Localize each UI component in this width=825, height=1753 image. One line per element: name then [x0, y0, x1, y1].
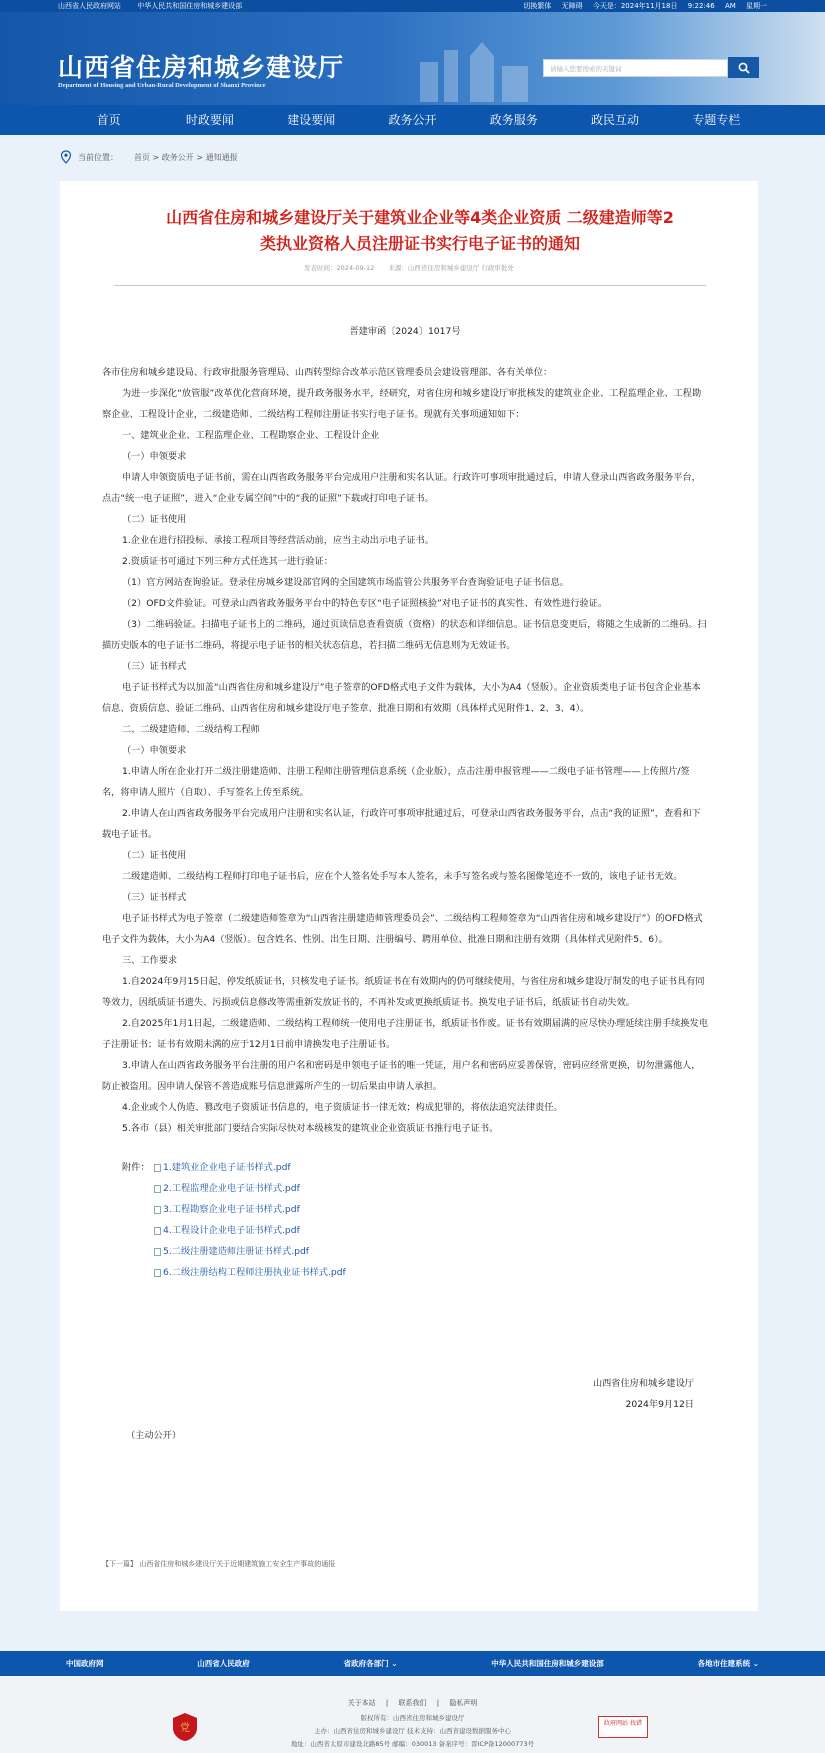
- signature-org: 山西省住房和城乡建设厅: [592, 1378, 694, 1389]
- footer-bottom-links: 关于本站 | 联系我们 | 隐私声明: [347, 1699, 478, 1707]
- article-paragraph: 2.申请人在山西省政务服务平台完成用户注册和实名认证，行政许可事项审批通过后，可登录山西省政务服务平台，点击“我的证照”，查看和下载电子证书。: [102, 808, 701, 840]
- search-button[interactable]: [728, 57, 759, 78]
- footer-link-mohurd[interactable]: 中华人民共和国住房和城乡建设部: [491, 1659, 604, 1668]
- ampm-text: AM: [724, 2, 736, 10]
- top-bar: [0, 0, 825, 12]
- header-banner: [0, 12, 825, 105]
- article-paragraphs: [102, 362, 708, 1139]
- attachments: [102, 1157, 708, 1283]
- article-meta: [60, 263, 758, 272]
- site-error-report-badge[interactable]: 政府网站 找错: [598, 1716, 648, 1738]
- footer-links-bar: [0, 1651, 825, 1676]
- footer-link-gov-cn[interactable]: 中国政府网: [66, 1659, 104, 1668]
- article-title: 山西省住房和城乡建设厅关于建筑业企业等4类企业资质 二级建造师等2类执业资格人员注册证书实行电子证书的通知: [166, 208, 674, 253]
- article-paragraph: （3）二维码验证。扫描电子证书上的二维码，通过页读信息查看资质（资格）的状态和详细信息。证书信息变更后，将随之生成新的二维码。扫描历史版本的电子证书二维码，将提示电子证书的相关状态信息，若扫描二维码无信息则为无效证书。: [102, 619, 707, 651]
- article-paragraph: 电子证书样式为电子签章（二级建造师签章为“山西省注册建造师管理委员会”、二级结构工程师签章为“山西省住房和城乡建设厅”）的OFD格式电子文件为载体，大小为A4（竖版）。包含姓名、性别、出生日期、注册编号、聘用单位、批准日期和注册有效期（具体样式见附件5、6）。: [102, 913, 703, 945]
- svg-text:党: 党: [180, 1723, 190, 1734]
- article-paragraph: （1）官方网站查询验证。登录住房城乡建设部官网的全国建筑市场监管公共服务平台查询验证电子证书信息。: [122, 577, 569, 588]
- building-illustration: [410, 32, 540, 102]
- article-paragraph: 2.自2025年1月1日起，二级建造师、二级结构工程师统一使用电子注册证书，纸质证书作废。证书有效期届满的应尽快办理延续注册手续换发电子注册证书；证书有效期未满的应于12月1日前申请换发电子注册证书。: [102, 1018, 708, 1050]
- search-input[interactable]: 请输入您要搜索的关键词: [543, 59, 728, 77]
- document-number: 晋建审函〔2024〕1017号: [349, 326, 461, 337]
- article-paragraph: 二级建造师、二级结构工程师打印电子证书后，应在个人签名处手写本人签名，未手写签名或与签名图像笔迹不一致的，该电子证书无效。: [122, 871, 683, 882]
- article-card: [60, 181, 758, 1611]
- about-link[interactable]: 关于本站: [347, 1699, 376, 1707]
- attachment-link[interactable]: 6.二级注册结构工程师注册执业证书样式.pdf: [163, 1267, 346, 1278]
- nav-gov-affairs[interactable]: 政务公开: [388, 113, 437, 127]
- address-text: 地址：山西省太原市建设北路85号 邮编：030013 备案序号：晋ICP备12000773号: [290, 1740, 535, 1748]
- article-paragraph: 3.申请人在山西省政务服务平台注册的用户名和密码是申领电子证书的唯一凭证，用户名和密码应妥善保管，密码应经常更换，切勿泄露他人，防止被盗用。因申请人保管不善造成账号信息泄露所产生的一切后果由申请人承担。: [102, 1060, 701, 1092]
- article-paragraph: 1.申请人所在企业打开二级注册建造师、注册工程师注册管理信息系统（企业版），点击注册申报管理——二级电子证书管理——上传照片/签名，将申请人照片（自取）、手写签名上传至系统。: [102, 766, 690, 798]
- attachment-link[interactable]: 3.工程勘察企业电子证书样式.pdf: [163, 1204, 300, 1215]
- footer-link-shanxi-gov[interactable]: 山西省人民政府: [197, 1659, 250, 1668]
- article-date: 发表时间：2024-09-12: [304, 264, 375, 272]
- search-icon: [738, 62, 750, 74]
- host-text: 主办：山西省住房和城乡建设厅 技术支持：山西省建设数据服务中心: [313, 1727, 512, 1735]
- breadcrumb: [0, 135, 825, 179]
- article-paragraph: （二）证书使用: [122, 850, 187, 861]
- article-paragraph: （三）证书样式: [122, 892, 187, 903]
- article-paragraph: 为进一步深化“放管服”改革优化营商环境，提升政务服务水平，经研究，对省住房和城乡建设厅审批核发的建筑业企业、工程监理企业、工程勘察企业、工程设计企业，二级建造师、二级结构工程师注册证书实行电子证书。现就有关事项通知如下：: [102, 388, 702, 420]
- article-paragraph: 4.企业或个人伪造、篡改电子资质证书信息的，电子资质证书一律无效；构成犯罪的，将依法追究法律责任。: [122, 1102, 563, 1113]
- file-icon: [154, 1269, 161, 1277]
- footer-dropdown-cities[interactable]: 各地市住建系统 ⌄: [697, 1659, 759, 1668]
- article-paragraph: 三、工作要求: [122, 955, 178, 966]
- attachment-link[interactable]: 4.工程设计企业电子证书样式.pdf: [163, 1225, 300, 1236]
- nav-special-topics[interactable]: 专题专栏: [692, 113, 741, 127]
- contact-link[interactable]: 联系我们: [398, 1699, 427, 1707]
- attachment-link[interactable]: 5.二级注册建造师注册证书样式.pdf: [163, 1246, 310, 1257]
- top-links-left: [58, 1, 256, 11]
- nav-politics-news[interactable]: 时政要闻: [185, 113, 234, 127]
- weekday-text: 星期一: [746, 2, 767, 10]
- traditional-chinese-toggle[interactable]: 切换繁体: [523, 2, 552, 10]
- article-paragraph: 5.各市（县）相关审批部门要结合实际尽快对本级核发的建筑业企业资质证书推行电子证书。: [122, 1123, 499, 1134]
- file-icon: [154, 1227, 161, 1235]
- file-icon: [154, 1185, 161, 1193]
- article-paragraph: 1.自2024年9月15日起，停发纸质证书，只核发电子证书。纸质证书在有效期内的仍可继续使用，与省住房和城乡建设厅制发的电子证书具有同等效力，因纸质证书遗失、污损或信息修改等需重新发放证书的，不再补发或更换纸质证书。换发电子证书后，纸质证书自动失效。: [102, 976, 705, 1008]
- signature-date: 2024年9月12日: [625, 1399, 694, 1410]
- nav-interaction[interactable]: 政民互动: [591, 113, 640, 127]
- article-paragraph: 各市住房和城乡建设局、行政审批服务管理局、山西转型综合改革示范区管理委员会建设管理部、各有关单位：: [102, 367, 553, 378]
- top-link-shanxi-gov[interactable]: 山西省人民政府网站: [58, 2, 121, 10]
- article-paragraph: （三）证书样式: [122, 661, 187, 672]
- article-paragraph: （一）申领要求: [122, 451, 187, 462]
- file-icon: [154, 1206, 161, 1214]
- footer-info: [0, 1676, 825, 1753]
- article-paragraph: 电子证书样式为以加盖“山西省住房和城乡建设厅”电子签章的OFD格式电子文件为载体，大小为A4（竖版）。企业资质类电子证书包含企业基本信息、资质信息、验证二维码、山西省住房和城乡建设厅电子签章、批准日期和有效期（具体样式见附件1、2、3、4）。: [102, 682, 701, 714]
- top-links-right: [515, 1, 767, 11]
- attachment-link[interactable]: 2.工程监理企业电子证书样式.pdf: [163, 1183, 300, 1194]
- article-paragraph: 申请人申领资质电子证书前，需在山西省政务服务平台完成用户注册和实名认证。行政许可事项审批通过后，申请人登录山西省政务服务平台，点击“统一电子证照”，进入“企业专属空间”中的“我的证照”下载或打印电子证书。: [102, 472, 701, 504]
- article-paragraph: 二、二级建造师、二级结构工程师: [122, 724, 260, 735]
- article-paragraph: 一、建筑业企业、工程监理企业、工程勘察企业、工程设计企业: [122, 430, 380, 441]
- article-paragraph: 1.企业在进行招投标、承接工程项目等经营活动前，应当主动出示电子证书。: [122, 535, 434, 546]
- attachments-label: 附件：: [122, 1162, 150, 1173]
- article-paragraph: （2）OFD文件验证。可登录山西省政务服务平台中的特色专区“电子证照核验”对电子证书的真实性、有效性进行验证。: [122, 598, 608, 609]
- site-subtitle: Department of Housing and Urban-Rural Development of Shanxi Province: [58, 82, 266, 89]
- privacy-link[interactable]: 隐私声明: [449, 1699, 478, 1707]
- article-paragraph: （一）申领要求: [122, 745, 187, 756]
- footer-dropdown-departments[interactable]: 省政府各部门 ⌄: [343, 1659, 398, 1668]
- breadcrumb-path[interactable]: 首页 > 政务公开 > 通知通报: [134, 152, 238, 162]
- article-body: [102, 321, 708, 1446]
- site-title: 山西省住房和城乡建设厅: [58, 53, 345, 82]
- next-article-link[interactable]: 【下一篇】 山西省住房和城乡建设厅关于近期建筑施工安全生产事故的通报: [102, 1560, 336, 1568]
- file-icon: [154, 1248, 161, 1256]
- publish-type: （主动公开）: [126, 1430, 182, 1441]
- article-source: 来源：山西省住房和城乡建设厅 行政审批处: [388, 264, 514, 272]
- copyright-text: 版权所有：山西省住房和城乡建设厅: [360, 1714, 465, 1722]
- main-nav: [0, 105, 825, 135]
- nav-home[interactable]: 首页: [96, 113, 121, 127]
- top-link-mohurd[interactable]: 中华人民共和国住房和城乡建设部: [137, 2, 243, 10]
- article-paragraph: （二）证书使用: [122, 514, 187, 525]
- nav-construction-news[interactable]: 建设要闻: [287, 113, 336, 127]
- breadcrumb-label: 当前位置：: [78, 152, 118, 162]
- title-divider: [114, 285, 706, 286]
- article-paragraph: 2.资质证书可通过下列三种方式任选其一进行验证：: [122, 556, 333, 567]
- nav-gov-services[interactable]: 政务服务: [489, 113, 538, 127]
- attachment-link[interactable]: 1.建筑业企业电子证书样式.pdf: [163, 1162, 291, 1173]
- location-pin-icon: [60, 150, 72, 164]
- file-icon: [154, 1164, 161, 1172]
- time-text: 9:22:46: [687, 2, 715, 10]
- accessibility-link[interactable]: 无障碍: [561, 2, 583, 10]
- date-text: 今天是：2024年11月18日: [592, 2, 678, 10]
